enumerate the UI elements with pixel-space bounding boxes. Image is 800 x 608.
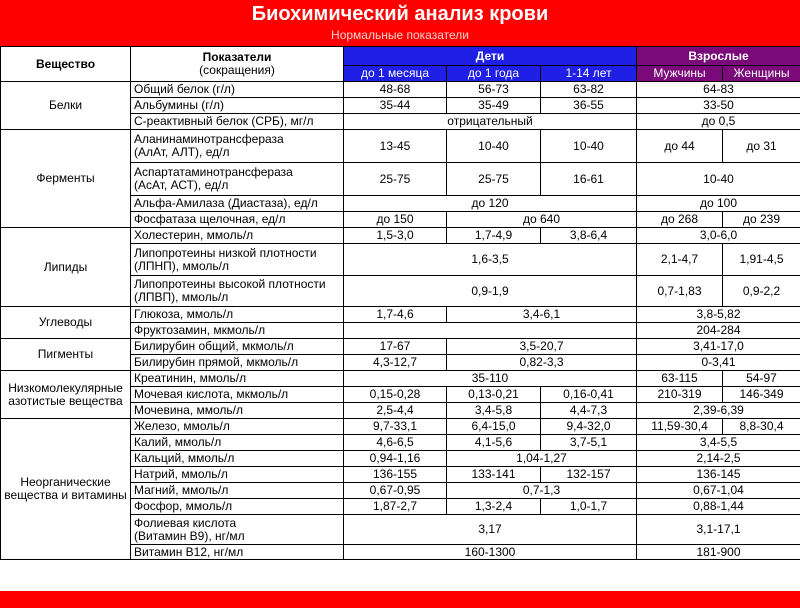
value-cell: 35-49	[447, 98, 541, 114]
value-cell: 56-73	[447, 82, 541, 98]
header-adults: Взрослые	[637, 47, 800, 66]
value-cell: 0,88-1,44	[637, 499, 800, 515]
value-cell: 3,4-6,1	[447, 307, 637, 323]
value-cell: 63-82	[541, 82, 637, 98]
value-cell	[344, 323, 637, 339]
indicator-name: Мочевая кислота, мкмоль/л	[131, 387, 344, 403]
indicator-name: Билирубин прямой, мкмоль/л	[131, 355, 344, 371]
value-cell: 3,8-6,4	[541, 228, 637, 244]
indicator-name: Калий, ммоль/л	[131, 435, 344, 451]
group-carbs: Углеводы	[1, 307, 131, 339]
value-cell: до 100	[637, 196, 800, 212]
value-cell: 133-141	[447, 467, 541, 483]
indicator-name: Фруктозамин, мкмоль/л	[131, 323, 344, 339]
blood-analysis-table	[0, 46, 800, 560]
value-cell: 181-900	[637, 545, 800, 560]
indicator-name-line: Фолиевая кислота	[134, 515, 237, 530]
value-cell: 2,39-6,39	[637, 403, 800, 419]
indicator-name: С-реактивный белок (СРБ), мг/л	[131, 114, 344, 130]
table-row	[1, 419, 800, 435]
value-cell: 1,91-4,5	[723, 244, 800, 276]
value-cell: отрицательный	[344, 114, 637, 130]
header-age-1-year: до 1 года	[447, 66, 541, 82]
value-cell: 1,04-1,27	[447, 451, 637, 467]
footer-bar	[0, 591, 800, 608]
indicator-name-line: (ЛПНП), ммоль/л	[134, 258, 229, 273]
header-men: Мужчины	[637, 66, 723, 82]
value-cell: 1,0-1,7	[541, 499, 637, 515]
indicator-name: Холестерин, ммоль/л	[131, 228, 344, 244]
indicator-name: Альбумины (г/л)	[131, 98, 344, 114]
indicator-name-line: (АсАт, АСТ), ед/л	[134, 178, 229, 192]
header-age-1-month: до 1 месяца	[344, 66, 447, 82]
page-subtitle: Нормальные показатели	[331, 28, 469, 42]
value-cell: 3,7-5,1	[541, 435, 637, 451]
value-cell: 48-68	[344, 82, 447, 98]
group-inorganic: Неорганические вещества и витамины	[1, 419, 131, 560]
value-cell: 11,59-30,4	[637, 419, 723, 435]
indicator-name	[131, 163, 344, 196]
indicator-name: Билирубин общий, мкмоль/л	[131, 339, 344, 355]
value-cell: до 268	[637, 212, 723, 228]
table-row	[1, 82, 800, 98]
indicator-name-line: Липопротеины низкой плотности	[134, 245, 317, 260]
indicator-name-line: (АлАт, АЛТ), ед/л	[134, 145, 230, 159]
value-cell: 0,16-0,41	[541, 387, 637, 403]
indicator-name	[131, 515, 344, 545]
value-cell: 0,67-1,04	[637, 483, 800, 499]
header-age-1-14: 1-14 лет	[541, 66, 637, 82]
value-cell: до 150	[344, 212, 447, 228]
value-cell: 3,4-5,8	[447, 403, 541, 419]
indicator-name: Железо, ммоль/л	[131, 419, 344, 435]
value-cell: до 44	[637, 130, 723, 163]
title-banner	[0, 0, 800, 46]
header-indicators-label: Показатели	[202, 50, 272, 64]
value-cell: 0,9-2,2	[723, 276, 800, 307]
value-cell: 64-83	[637, 82, 800, 98]
indicator-name: Альфа-Амилаза (Диастаза), ед/л	[131, 196, 344, 212]
indicator-name	[131, 244, 344, 276]
value-cell: 1,87-2,7	[344, 499, 447, 515]
value-cell: до 640	[447, 212, 637, 228]
indicator-name-line: Липопротеины высокой плотности	[134, 277, 326, 291]
indicator-name: Кальций, ммоль/л	[131, 451, 344, 467]
value-cell: 54-97	[723, 371, 800, 387]
value-cell: 3,1-17,1	[637, 515, 800, 545]
value-cell: 136-155	[344, 467, 447, 483]
value-cell: 0,9-1,9	[344, 276, 637, 307]
indicator-name: Глюкоза, ммоль/л	[131, 307, 344, 323]
value-cell: 0,82-3,3	[447, 355, 637, 371]
value-cell: 0,7-1,83	[637, 276, 723, 307]
indicator-name: Мочевина, ммоль/л	[131, 403, 344, 419]
value-cell: 0,67-0,95	[344, 483, 447, 499]
value-cell: 35-110	[344, 371, 637, 387]
indicator-name	[131, 276, 344, 307]
value-cell: 9,4-32,0	[541, 419, 637, 435]
value-cell: 0,15-0,28	[344, 387, 447, 403]
value-cell: 0-3,41	[637, 355, 800, 371]
value-cell: 10-40	[541, 130, 637, 163]
table-row	[1, 228, 800, 244]
indicator-name: Фосфор, ммоль/л	[131, 499, 344, 515]
value-cell: 3,4-5,5	[637, 435, 800, 451]
value-cell: 6,4-15,0	[447, 419, 541, 435]
value-cell: 13-45	[344, 130, 447, 163]
value-cell: 204-284	[637, 323, 800, 339]
table-row	[1, 339, 800, 355]
value-cell: 1,5-3,0	[344, 228, 447, 244]
group-enzymes: Ферменты	[1, 130, 131, 228]
value-cell: 2,14-2,5	[637, 451, 800, 467]
value-cell: 3,8-5,82	[637, 307, 800, 323]
value-cell: 2,5-4,4	[344, 403, 447, 419]
value-cell: до 120	[344, 196, 637, 212]
value-cell: 35-44	[344, 98, 447, 114]
table-row	[1, 371, 800, 387]
value-cell: 210-319	[637, 387, 723, 403]
value-cell: 4,6-6,5	[344, 435, 447, 451]
group-proteins: Белки	[1, 82, 131, 130]
header-children: Дети	[344, 47, 637, 66]
indicator-name	[131, 130, 344, 163]
value-cell: 4,3-12,7	[344, 355, 447, 371]
page-title: Биохимический анализ крови	[251, 3, 549, 25]
value-cell: 8,8-30,4	[723, 419, 800, 435]
value-cell: до 31	[723, 130, 800, 163]
value-cell: 10-40	[447, 130, 541, 163]
value-cell: 1,6-3,5	[344, 244, 637, 276]
value-cell: 17-67	[344, 339, 447, 355]
indicator-name: Общий белок (г/л)	[131, 82, 344, 98]
value-cell: 9,7-33,1	[344, 419, 447, 435]
value-cell: 136-145	[637, 467, 800, 483]
indicator-name-line: Аланинаминотрансфераза	[134, 132, 284, 146]
value-cell: 1,7-4,9	[447, 228, 541, 244]
value-cell: 146-349	[723, 387, 800, 403]
value-cell: 2,1-4,7	[637, 244, 723, 276]
header-substance: Вещество	[1, 47, 131, 82]
value-cell: до 0,5	[637, 114, 800, 130]
value-cell: 3,41-17,0	[637, 339, 800, 355]
indicator-name-line: Аспартатаминотрансфераза	[134, 165, 293, 179]
value-cell: 3,17	[344, 515, 637, 545]
indicator-name-line: (Витамин В9), нг/мл	[134, 528, 245, 543]
value-cell: 4,1-5,6	[447, 435, 541, 451]
value-cell: 160-1300	[344, 545, 637, 560]
table-row	[1, 130, 800, 163]
value-cell: 63-115	[637, 371, 723, 387]
value-cell: до 239	[723, 212, 800, 228]
table-row	[1, 307, 800, 323]
value-cell: 4,4-7,3	[541, 403, 637, 419]
value-cell: 33-50	[637, 98, 800, 114]
value-cell: 25-75	[447, 163, 541, 196]
value-cell: 0,13-0,21	[447, 387, 541, 403]
value-cell: 3,0-6,0	[637, 228, 800, 244]
header-indicators-sub: (сокращения)	[199, 63, 275, 77]
indicator-name: Витамин В12, нг/мл	[131, 545, 344, 560]
group-pigments: Пигменты	[1, 339, 131, 371]
value-cell: 1,3-2,4	[447, 499, 541, 515]
group-nitrogen: Низкомолекулярные азотистые вещества	[1, 371, 131, 419]
value-cell: 36-55	[541, 98, 637, 114]
indicator-name: Фосфатаза щелочная, ед/л	[131, 212, 344, 228]
value-cell: 132-157	[541, 467, 637, 483]
value-cell: 3,5-20,7	[447, 339, 637, 355]
indicator-name: Магний, ммоль/л	[131, 483, 344, 499]
header-indicators	[131, 47, 344, 82]
header-women: Женщины	[723, 66, 800, 82]
indicator-name-line: (ЛПВП), ммоль/л	[134, 290, 229, 304]
indicator-name: Натрий, ммоль/л	[131, 467, 344, 483]
value-cell: 0,7-1,3	[447, 483, 637, 499]
value-cell: 16-61	[541, 163, 637, 196]
value-cell: 1,7-4,6	[344, 307, 447, 323]
indicator-name: Креатинин, ммоль/л	[131, 371, 344, 387]
value-cell: 25-75	[344, 163, 447, 196]
value-cell: 10-40	[637, 163, 800, 196]
group-lipids: Липиды	[1, 228, 131, 307]
value-cell: 0,94-1,16	[344, 451, 447, 467]
